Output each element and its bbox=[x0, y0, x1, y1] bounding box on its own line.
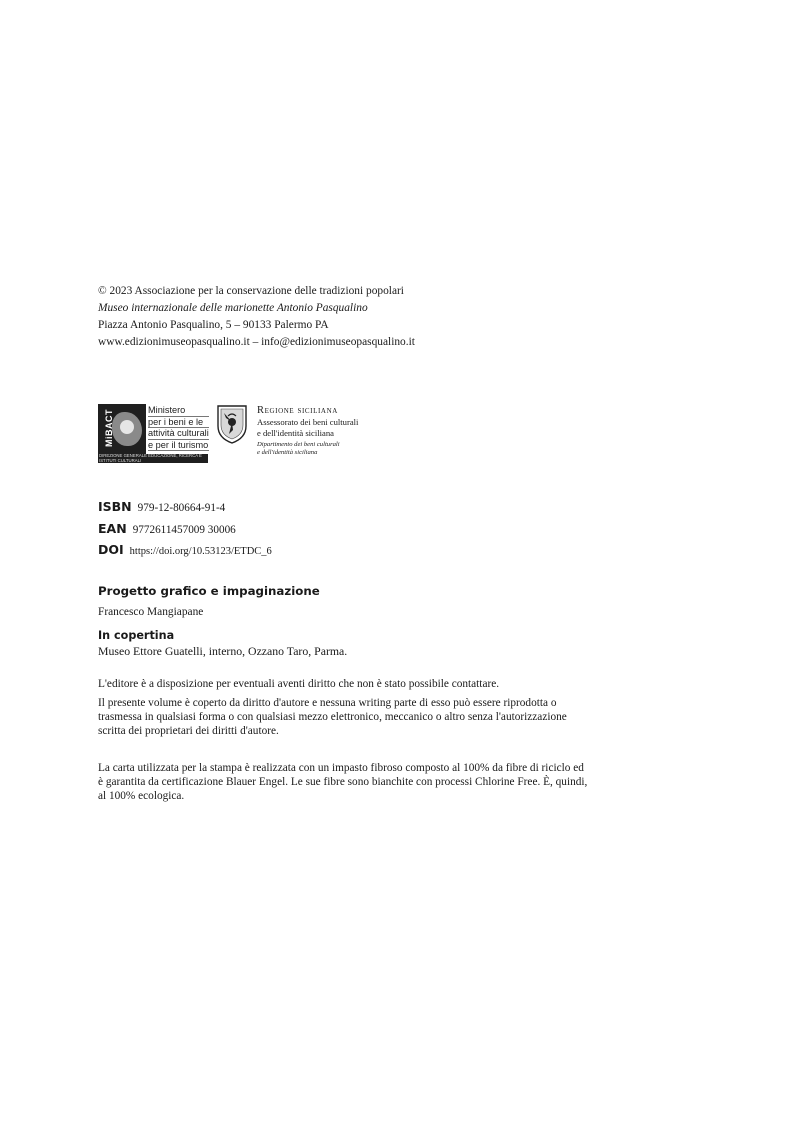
copyright-line: © 2023 Associazione per la conservazione delle tradizioni popolari bbox=[98, 285, 404, 297]
cover-text: Museo Ettore Guatelli, interno, Ozzano Taro, Parma. bbox=[98, 644, 348, 658]
ean-row: EAN 9772611457009 30006 bbox=[98, 520, 236, 536]
mibac-text: Ministero per i beni e le attività culturali e per il turismo bbox=[148, 405, 209, 450]
mibac-logo bbox=[98, 404, 207, 463]
legal-copyright-l2: trasmessa in qualsiasi forma o con qualsiasi mezzo elettronico, meccanico o altro senza l'autorizzazione bbox=[98, 711, 567, 723]
legal-rights-notice: L'editore è a disposizione per eventuali aventi diritto che non è stato possibile contattare. bbox=[98, 678, 500, 690]
identifiers-block bbox=[98, 498, 272, 563]
isbn-row: ISBN 979-12-80664-91-4 bbox=[98, 499, 226, 514]
paper-notice-l1: La carta utilizzata per la stampa è realizzata con un impasto fibroso composto al 100% da fibre di riciclo ed bbox=[98, 762, 584, 774]
design-heading: Progetto grafico e impaginazione bbox=[98, 584, 320, 598]
copyright-block bbox=[98, 283, 415, 351]
mibac-emblem-icon: MiBACT bbox=[98, 404, 146, 454]
legal-copyright-l3: scritta dei proprietari dei diritti d'autore. bbox=[98, 725, 279, 737]
mibac-bar: DIREZIONE GENERALE EDUCAZIONE, RICERCA E ISTITUTI CULTURALI bbox=[98, 454, 208, 463]
legal-copyright-l1: Il presente volume è coperto da diritto d'autore e nessuna writing parte di esso può essere riprodotta o bbox=[98, 697, 557, 709]
museum-name: Museo internazionale delle marionette Antonio Pasqualino bbox=[98, 302, 368, 314]
institutional-logos bbox=[98, 404, 398, 466]
paper-notice-l3: al 100% ecologica. bbox=[98, 790, 185, 802]
regione-title: Regione siciliana bbox=[257, 405, 338, 416]
cover-heading: In copertina bbox=[98, 629, 175, 642]
regione-siciliana-logo: Regione siciliana Assessorato dei beni culturali e dell'identità siciliana Dipartimento dei beni culturali e dell'identità siciliana bbox=[257, 405, 359, 456]
legal-block bbox=[98, 677, 648, 738]
paper-notice-l2: è garantita da certificazione Blauer Engel. Le sue fibre sono bianchite con processi Chlorine Free. È, quindi, bbox=[98, 776, 588, 788]
contacts: www.edizionimuseopasqualino.it – info@edizionimuseopasqualino.it bbox=[98, 336, 415, 348]
sicily-crest-icon bbox=[216, 404, 248, 444]
doi-row: DOI https://doi.org/10.53123/ETDC_6 bbox=[98, 542, 272, 557]
design-name: Francesco Mangiapane bbox=[98, 606, 204, 618]
paper-notice-block bbox=[98, 761, 648, 803]
address: Piazza Antonio Pasqualino, 5 – 90133 Palermo PA bbox=[98, 319, 329, 331]
cover-block bbox=[98, 628, 347, 659]
credits-block bbox=[98, 583, 320, 621]
